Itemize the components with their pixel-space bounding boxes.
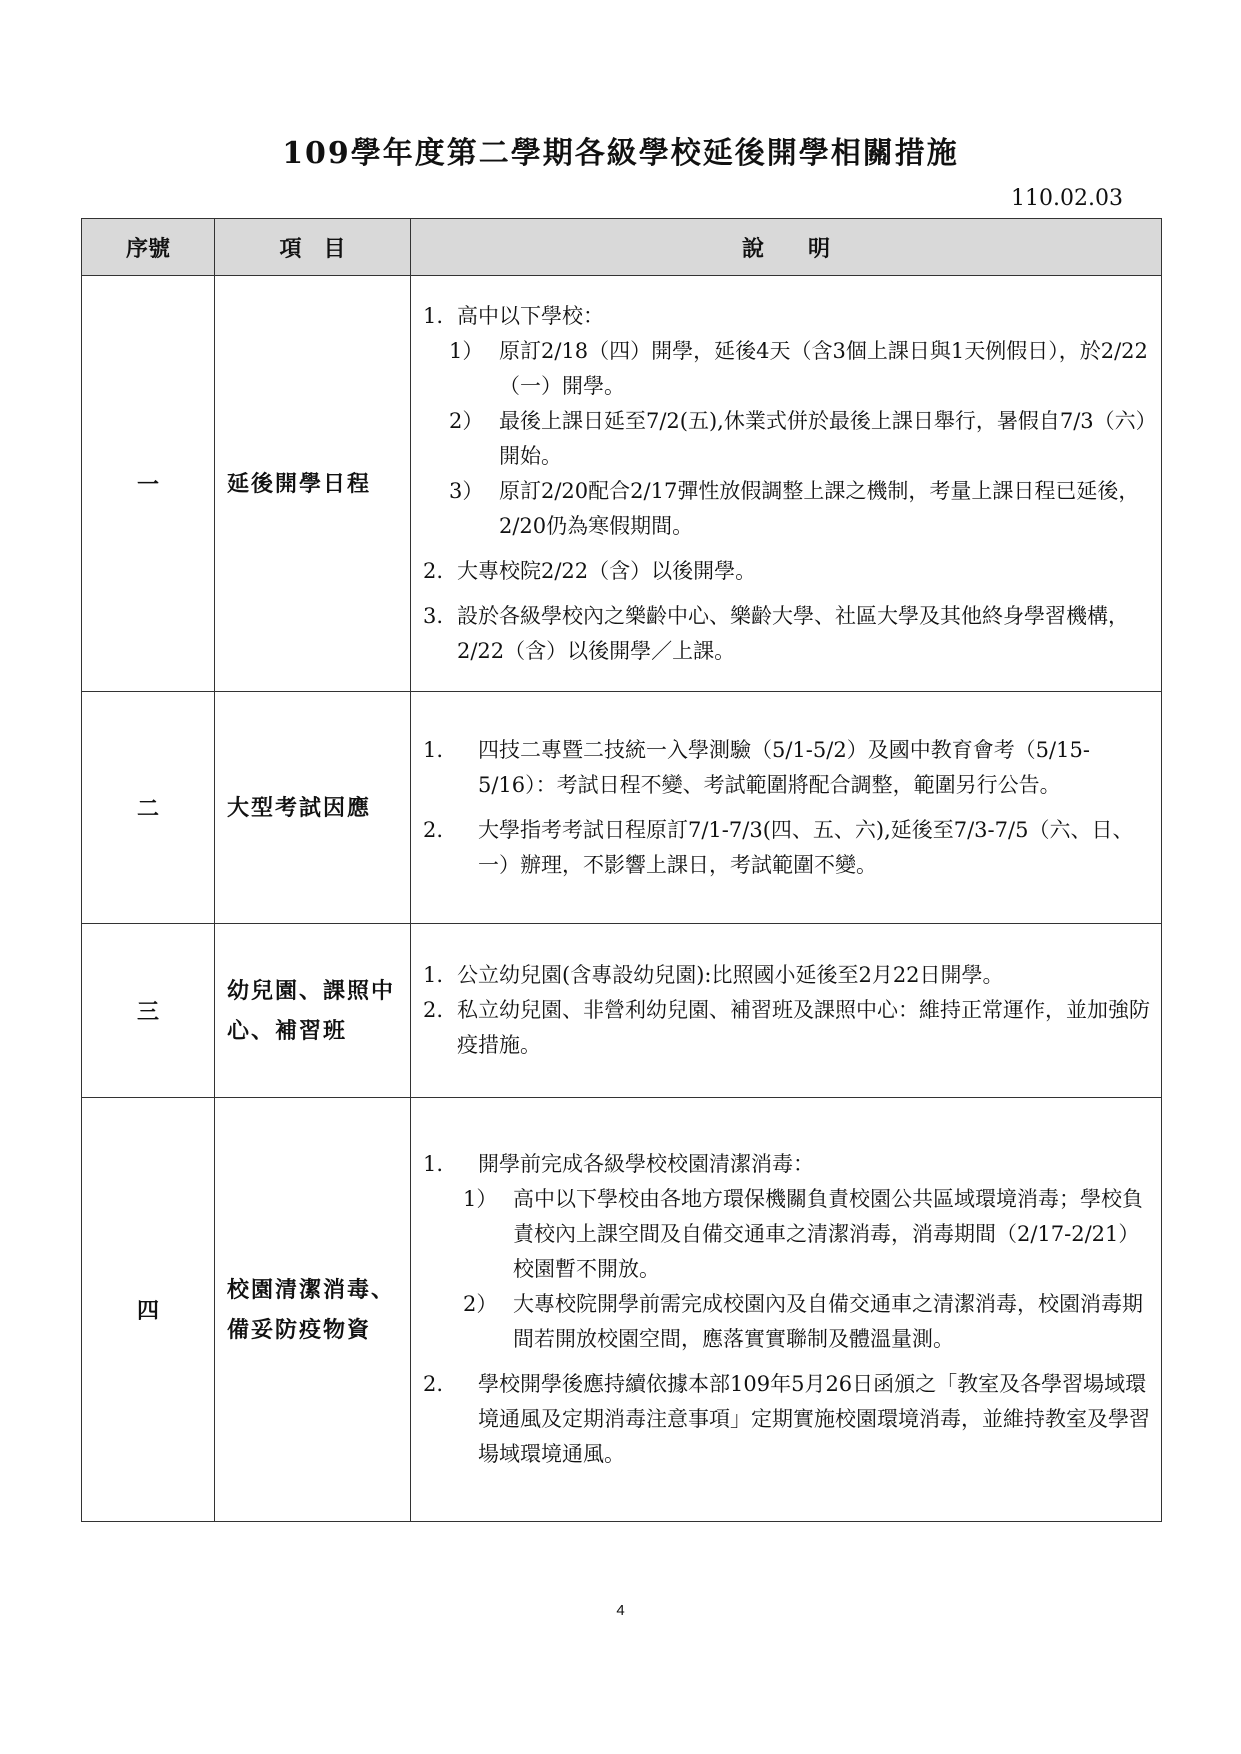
row-description <box>411 1098 1162 1522</box>
list-item: 1. 高中以下學校： <box>423 303 604 328</box>
list-item: 1） 高中以下學校由各地方環保機關負責校園公共區域環境消毒；學校負責校內上課空間及自備交通車之清潔消毒，消毒期間（2/17-2/21）校園暫不開放。 <box>463 1187 1143 1281</box>
list-item: 2） 大專校院開學前需完成校園內及自備交通車之清潔消毒，校園消毒期間若開放校園空間，應落實實聯制及體溫量測。 <box>463 1292 1143 1351</box>
table-row <box>82 924 1162 1098</box>
row-seq: 一 <box>82 276 215 692</box>
row-description <box>411 692 1162 924</box>
row-item: 大型考試因應 <box>215 692 411 924</box>
header-seq: 序號 <box>82 219 215 276</box>
measures-table <box>81 218 1162 1522</box>
table-header-row <box>82 219 1162 276</box>
table-row <box>82 1098 1162 1522</box>
list-item: 1. 四技二專暨二技統一入學測驗（5/1-5/2）及國中教育會考（5/15-5/16）：考試日程不變、考試範圍將配合調整，範圍另行公告。 <box>423 737 1090 797</box>
list-item: 2. 大專校院2/22（含）以後開學。 <box>423 558 757 583</box>
row-seq: 三 <box>82 924 215 1098</box>
list-item: 2. 私立幼兒園、非營利幼兒園、補習班及課照中心：維持正常運作，並加強防疫措施。 <box>423 998 1150 1057</box>
page-title: 109學年度第二學期各級學校延後開學相關措施 <box>282 136 959 171</box>
list-item: 2. 大學指考考試日程原訂7/1-7/3(四、五、六),延後至7/3-7/5（六、日、一）辦理，不影響上課日，考試範圍不變。 <box>423 817 1134 877</box>
list-item: 1） 原訂2/18（四）開學，延後4天（含3個上課日與1天例假日），於2/22（一）開學。 <box>449 338 1148 398</box>
row-item: 校園清潔消毒、備妥防疫物資 <box>215 1098 411 1522</box>
header-desc: 說 明 <box>411 219 1162 276</box>
row-item: 幼兒園、課照中心、補習班 <box>215 924 411 1098</box>
row-description <box>411 276 1162 692</box>
row-description <box>411 924 1162 1098</box>
header-item: 項 目 <box>215 219 411 276</box>
list-item: 3. 設於各級學校內之樂齡中心、樂齡大學、社區大學及其他終身學習機構，2/22（含）以後開學／上課。 <box>423 603 1129 663</box>
row-seq: 二 <box>82 692 215 924</box>
list-item: 3） 原訂2/20配合2/17彈性放假調整上課之機制，考量上課日程已延後，2/20仍為寒假期間。 <box>449 478 1140 538</box>
table-row <box>82 692 1162 924</box>
row-item: 延後開學日程 <box>215 276 411 692</box>
list-item: 2） 最後上課日延至7/2(五),休業式併於最後上課日舉行，暑假自7/3（六）開始。 <box>449 408 1147 468</box>
list-item: 1. 開學前完成各級學校校園清潔消毒： <box>423 1152 814 1176</box>
row-seq: 四 <box>82 1098 215 1522</box>
page-number: 4 <box>616 1602 625 1619</box>
document-date: 110.02.03 <box>1011 186 1123 211</box>
list-item: 2. 學校開學後應持續依據本部109年5月26日函頒之「教室及各學習場域環境通風及定期消毒注意事項」定期實施校園環境消毒，並維持教室及學習場域環境通風。 <box>423 1372 1150 1466</box>
list-item: 1. 公立幼兒園(含專設幼兒園):比照國小延後至2月22日開學。 <box>423 963 1004 987</box>
table-row <box>82 276 1162 692</box>
